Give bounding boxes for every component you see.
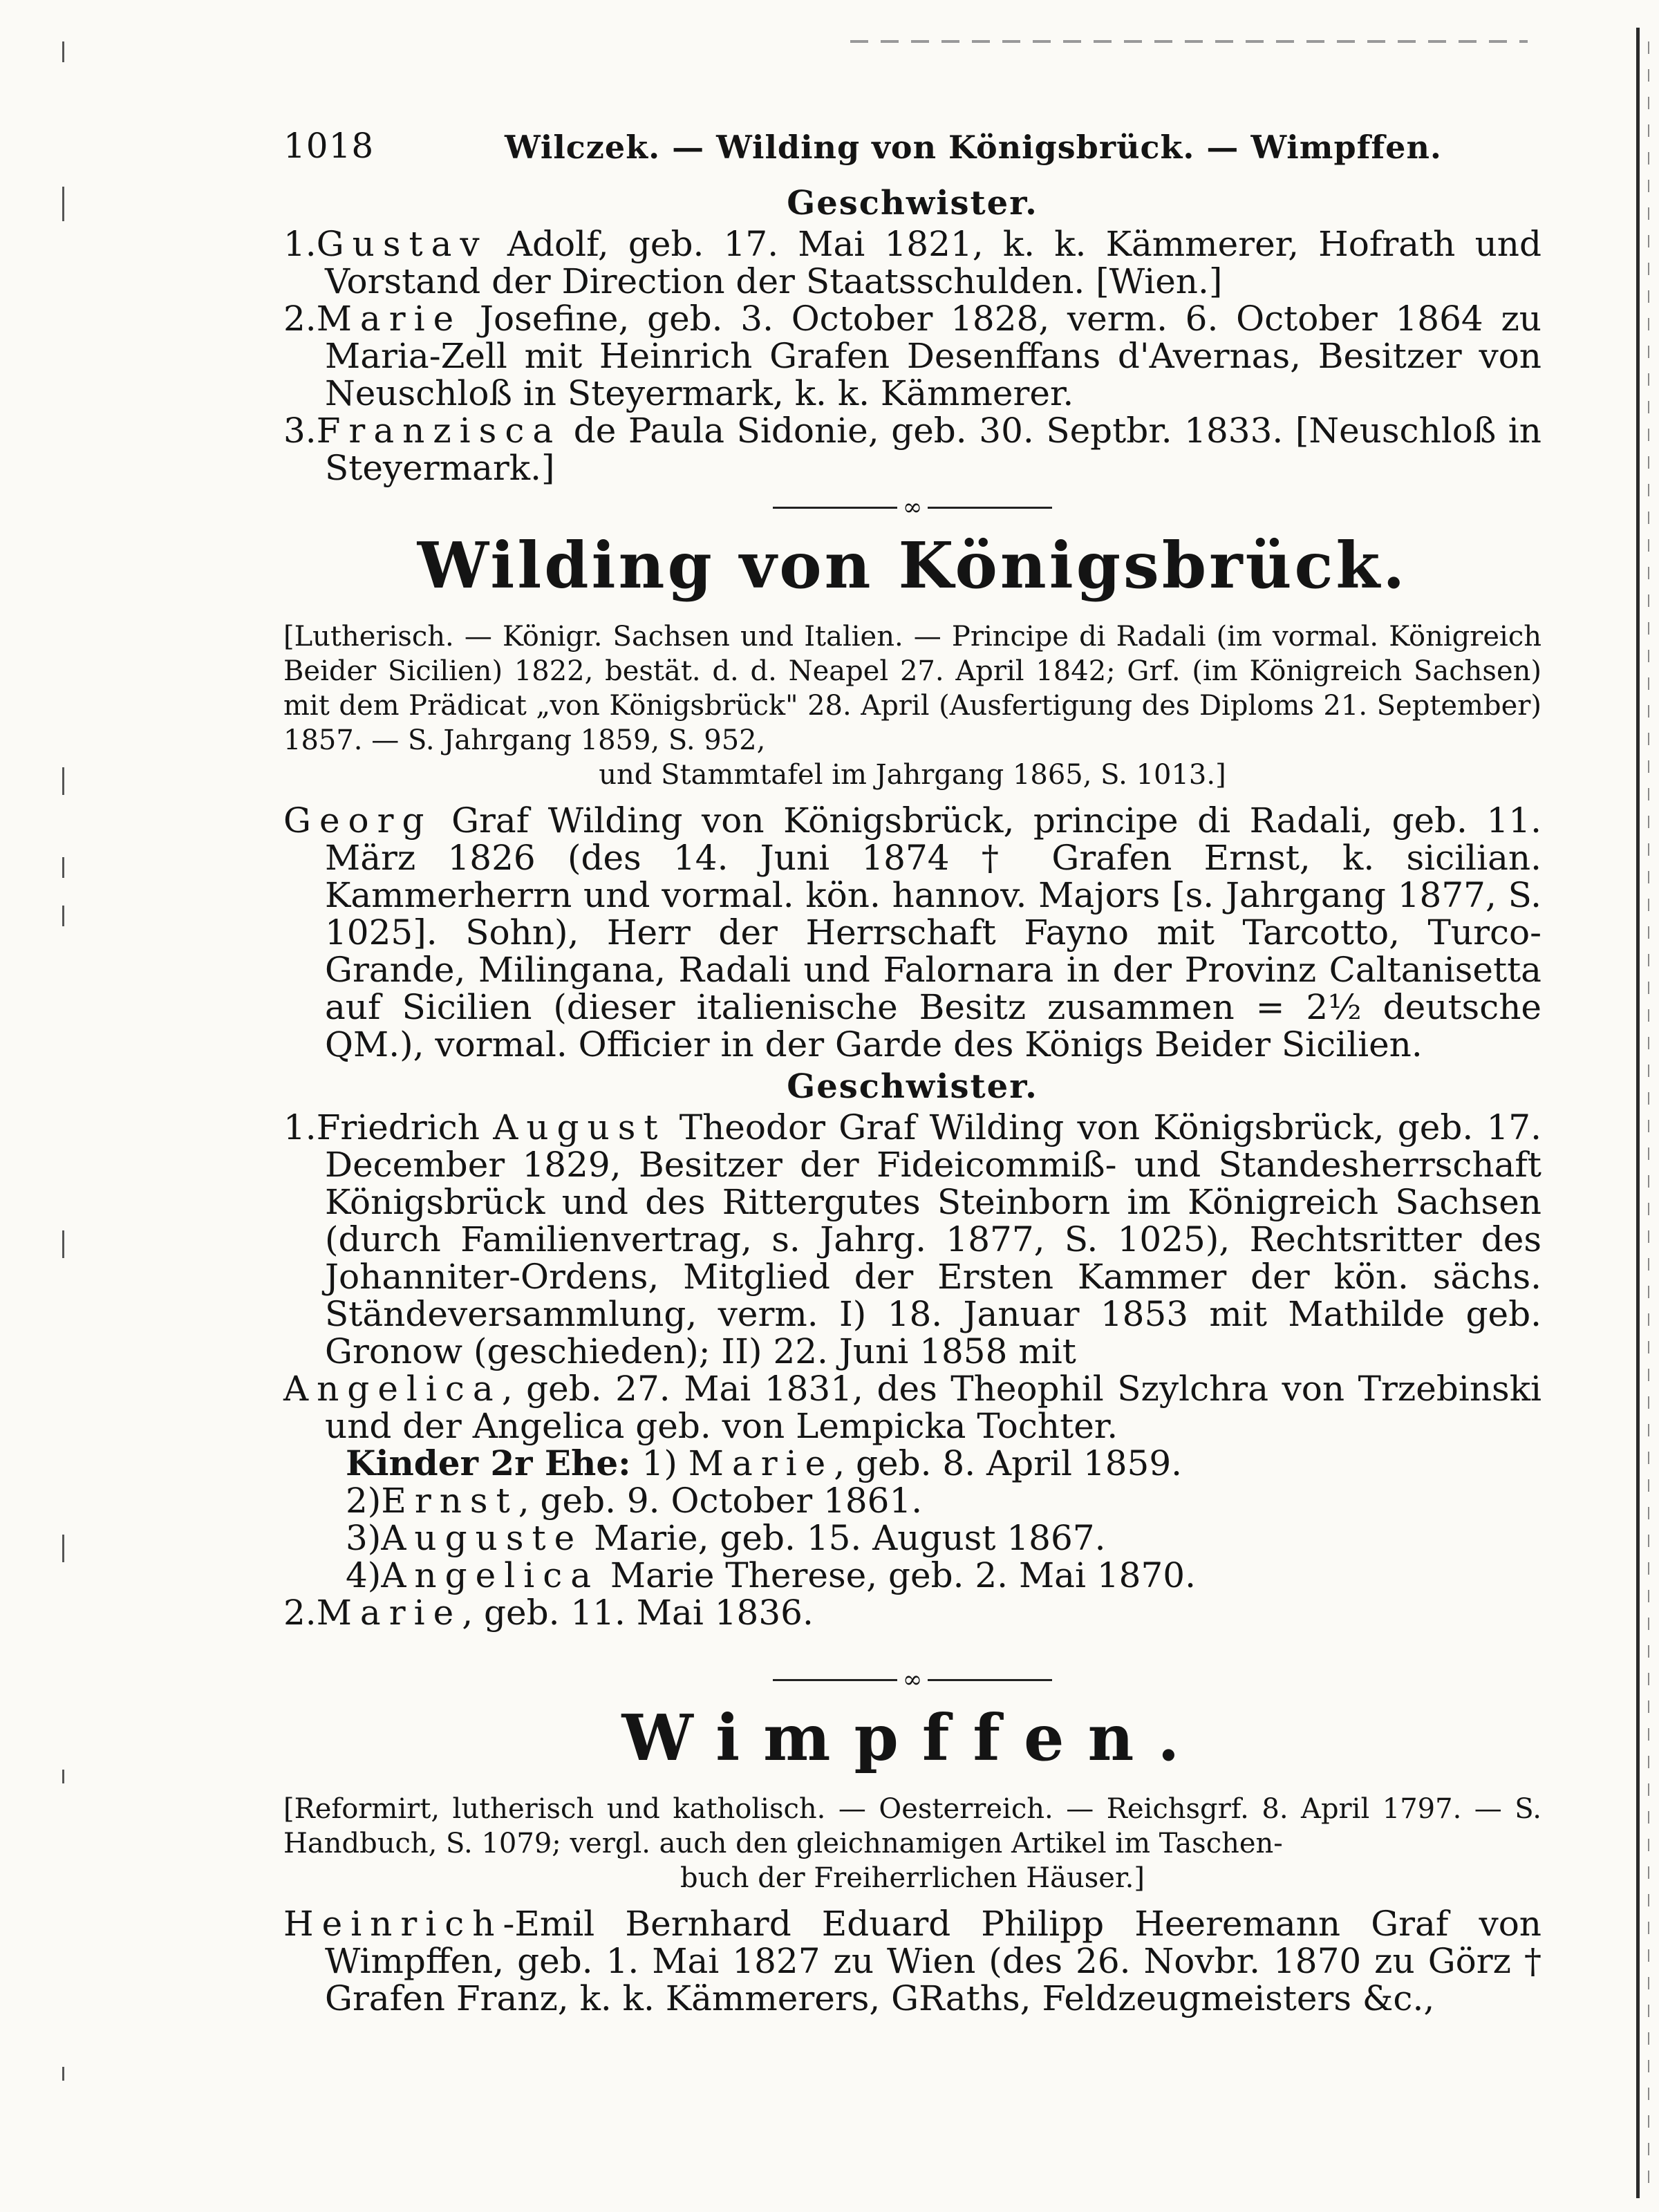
wimpffen-section-title: Wimpffen. (621, 1700, 1203, 1775)
wilding-sibling-2: 2.Marie, geb. 11. Mai 1836. (283, 1593, 814, 1633)
wilczek-siblings-heading: Geschwister. (787, 184, 1038, 223)
entry-name: Georg (283, 800, 433, 841)
wimpffen-note: [Reformirt, lutherisch und katholisch. — Oesterreich. — Reichsgrf. 8. April 1797. — S. Handbuch, S. 1079; vergl. auch den gleichnamigen Artikel im Taschen- buch der Freiherrlichen Häuser.] (283, 1793, 1541, 1894)
wilding-siblings-heading: Geschwister. (787, 1067, 1038, 1106)
page-content (283, 118, 1541, 2017)
wilczek-sibling-1: 1.Gustav Adolf, geb. 17. Mai 1821, k. k. Kämmerer, Hofrath und Vorstand der Direction der Staatsschulden. [Wien.] (283, 224, 1541, 301)
children-label: Kinder 2r Ehe: (346, 1443, 631, 1483)
wilczek-sibling-2: 2.Marie Josefine, geb. 3. October 1828, verm. 6. October 1864 zu Maria-Zell mit Heinrich Grafen Desenffans d'Avernas, Besitzer von Neuschloß in Steyermark, k. k. Kämmerer. (283, 299, 1541, 413)
entry-name: Franzisca (316, 411, 562, 451)
entry-name: August (493, 1107, 666, 1147)
entry-name: Gustav (316, 224, 488, 264)
wilding-spouse-entry: Angelica, geb. 27. Mai 1831, des Theophil Szylchra von Trzebinski und der Angelica geb. von Lempicka Tochter. (283, 1369, 1541, 1446)
children-list (283, 1445, 1541, 1594)
wilding-sibling-1: 1.Friedrich August Theodor Graf Wilding von Königsbrück, geb. 17. December 1829, Besitzer der Fideicommiß- und Standesherrschaft Königsbrück und des Rittergutes Steinborn im Königreich Sachsen (durch Familienvertrag, s. Jahrg. 1877, S. 1025), Rechtsritter des Johanniter-Ordens, Mitglied der Ersten Kammer der kön. sächs. Ständeversammlung, verm. I) 18. Januar 1853 mit Mathilde geb. Gronow (geschieden); II) 22. Juni 1858 mit (283, 1107, 1541, 1371)
page-header (283, 118, 1541, 180)
running-title: Wilczek. — Wilding von Königsbrück. — Wimpffen. (505, 129, 1442, 166)
wilding-section-title: Wilding von Königsbrück. (417, 528, 1408, 603)
section-divider-ornament (283, 1666, 1541, 1694)
page-number: 1018 (283, 126, 375, 166)
page-edge-shadow (1648, 41, 1649, 2184)
ornament-knot-icon: ∞ (902, 494, 923, 521)
scan-artifact-line (850, 40, 1528, 43)
entry-name: Marie (316, 299, 462, 339)
child-3: 3)Auguste Marie, geb. 15. August 1867. (346, 1518, 1106, 1558)
wilding-head-entry: Georg Graf Wilding von Königsbrück, principe di Radali, geb. 11. März 1826 (des 14. Juni 1874 † Grafen Ernst, k. sicilian. Kammerherrn und vormal. kön. hannov. Majors [s. Jahrgang 1877, S. 1025]. Sohn), Herr der Herrschaft Fayno mit Tarcotto, Turco-Grande, Milingana, Radali und Falornara in der Provinz Caltanisetta auf Sicilien (dieser italienische Besitz zusammen = 2½ deutsche QM.), vormal. Officier in der Garde des Königs Beider Sicilien. (283, 800, 1541, 1065)
child-4: 4)Angelica Marie Therese, geb. 2. Mai 1870. (346, 1555, 1196, 1595)
child-1: Kinder 2r Ehe: 1) Marie, geb. 8. April 1859. (346, 1443, 1183, 1483)
wilding-note: [Lutherisch. — Königr. Sachsen und Italien. — Principe di Radali (im vormal. Königreich Beider Sicilien) 1822, bestät. d. d. Neapel 27. April 1842; Grf. (im Königreich Sachsen) mit dem Prädicat „von Königsbrück" 28. April (Ausfertigung des Diploms 21. September) 1857. — S. Jahrgang 1859, S. 952, und Stammtafel im Jahrgang 1865, S. 1013.] (283, 621, 1541, 791)
entry-name: Marie (316, 1593, 462, 1633)
ornament-knot-icon: ∞ (902, 1666, 923, 1694)
page-binding-edge (1636, 28, 1640, 2198)
scan-specks (62, 0, 69, 2212)
wimpffen-head-entry: Heinrich-Emil Bernhard Eduard Philipp Heeremann Graf von Wimpffen, geb. 1. Mai 1827 zu Wien (des 26. Novbr. 1870 zu Görz † Grafen Franz, k. k. Kämmerers, GRaths, Feldzeugmeisters &c., (283, 1904, 1541, 2018)
child-2: 2)Ernst, geb. 9. October 1861. (346, 1481, 923, 1521)
section-divider-ornament (283, 494, 1541, 521)
entry-name: Heinrich (283, 1904, 503, 1944)
entry-name: Angelica (283, 1369, 502, 1409)
wilczek-sibling-3: 3.Franzisca de Paula Sidonie, geb. 30. Septbr. 1833. [Neuschloß in Steyermark.] (283, 411, 1541, 488)
